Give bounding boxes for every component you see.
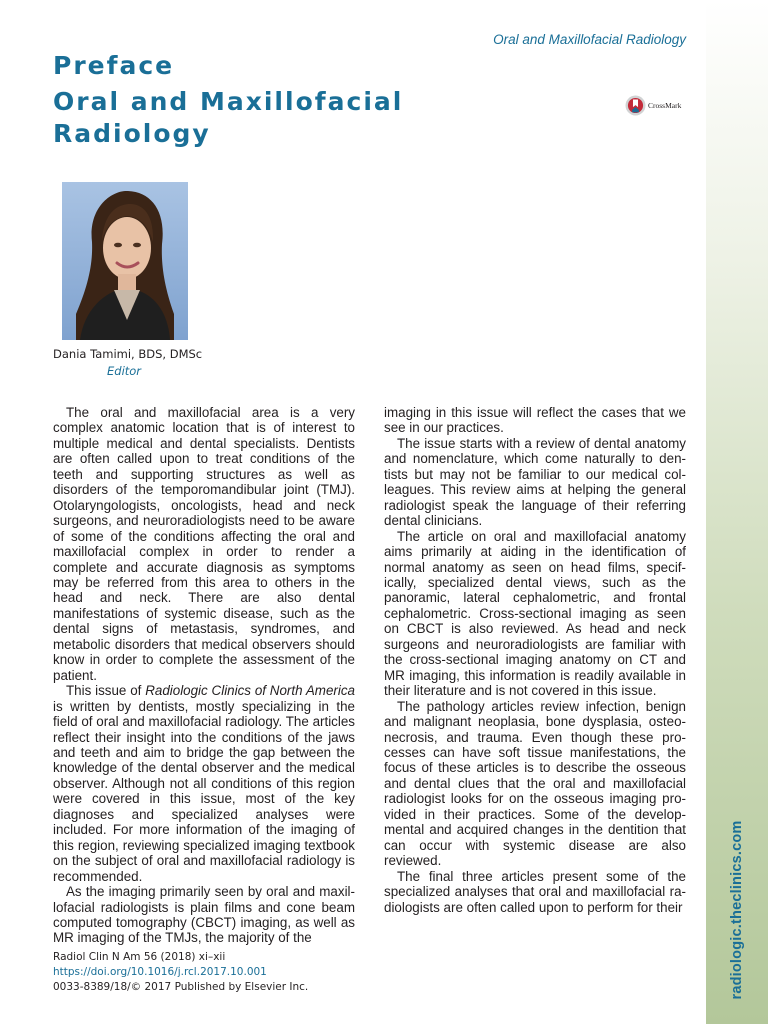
doi-link[interactable]: https://doi.org/10.1016/j.rcl.2017.10.001 [53, 966, 267, 978]
paragraph: As the imaging primarily seen by oral and maxillofacial radiologists is plain films and cone beam computed tomography (CBCT) imaging, as well as MR imaging of the TMJs, the majority of the [53, 884, 355, 946]
article-title [53, 50, 403, 150]
crossmark-icon [625, 95, 646, 116]
editor-role: Editor [107, 364, 142, 378]
paragraph: The pathology articles review infection, benign and malignant neoplasia, bone dysplasia, osteonecrosis, and trauma. Even though these processes can have soft tissue manifestations, the focus of these articles is to describe the osseous and dental clues that the oral and maxillofacial radiologist looks for on the osseous imaging provided in their practices. Some of the developmental and acquired changes in the dentition that can occur with systemic disease are also reviewed. [384, 698, 686, 869]
journal-url[interactable]: radiologic.theclinics.com [729, 820, 745, 1000]
paragraph: The issue starts with a review of dental anatomy and nomenclature, which come naturally to dentists but may not be familiar to our medical colleagues. This review aims at helping the general radiologist speak the language of their referring dental clinicians. [384, 435, 686, 529]
title-line-3: Radiology [53, 119, 211, 148]
paragraph: This issue of Radiologic Clinics of North America is written by dentists, mostly specializing in the field of oral and maxillofacial radiology. The articles reflect their insight into the conditions of the jaws and teeth and aim to bridge the gap between the knowledge of the dental observer and the medical observer. Although not all conditions of this region were covered in this issue, most of the key diagnoses and specialized analyses were included. For more information of the imaging of this region, reviewing specialized imaging textbook on the subject of oral and maxillofacial radiology is recommended. [53, 683, 355, 884]
title-line-2: Oral and Maxillofacial [53, 87, 404, 116]
title-preface: Preface [53, 51, 175, 80]
body-column-left [53, 405, 355, 946]
editor-portrait [62, 182, 188, 340]
journal-title: Radiologic Clinics of North America [145, 683, 355, 699]
paragraph: The article on oral and maxillofacial anatomy aims primarily at aiding in the identification of normal anatomy as seen on head films, specifically, specialized dental views, such as the panoramic, lateral cephalometric, and frontal cephalometric. Cross-sectional imaging as seen on CBCT is also reviewed. As head and neck surgeons and neuroradiologists are familiar with the cross-sectional imaging anatomy on CT and MR imaging, this information is readily available in their literature and is not covered in this issue. [384, 528, 686, 699]
running-head: Oral and Maxillofacial Radiology [493, 32, 686, 47]
paragraph: The oral and maxillofacial area is a very complex anatomic location that is of interest to multiple medical and dental specialists. Dentists are often called upon to treat conditions of the teeth and supporting structures as well as disorders of the temporomandibular joint (TMJ). Otolaryngologists, oncologists, head and neck surgeons, and neuroradiologists need to be aware of some of the conditions affecting the oral and maxillofacial complex in order to render a complete and accurate diagnosis as symptoms may be referred from this area to others in the head and neck. There are also dental manifestations of systemic disease, such as the dental signs of metastasis, syndromes, and metabolic disorders that medical observers should know in order to complete the assessment of the patient. [53, 405, 355, 683]
crossmark-badge[interactable] [625, 95, 681, 116]
copyright: 0033-8389/18/© 2017 Published by Elsevier Inc. [53, 981, 309, 993]
crossmark-label: CrossMark [648, 101, 682, 110]
paragraph: imaging in this issue will reflect the cases that we see in our practices. [384, 405, 686, 436]
footer [53, 950, 308, 995]
body-column-right [384, 405, 686, 915]
editor-name: Dania Tamimi, BDS, DMSc [53, 347, 203, 361]
citation: Radiol Clin N Am 56 (2018) xi–xii [53, 951, 226, 963]
paragraph: The final three articles present some of the specialized analyses that oral and maxillofacial radiologists are often called upon to perform for their [384, 868, 686, 915]
